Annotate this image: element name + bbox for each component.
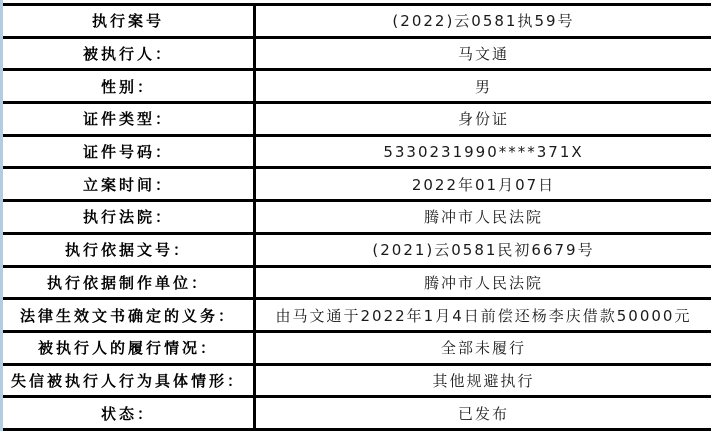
row-label: 被执行人： xyxy=(3,39,256,69)
row-value: 其他规避执行 xyxy=(432,371,535,390)
row-value: 由马文通于2022年1月4日前偿还杨李庆借款50000元 xyxy=(275,306,692,325)
table-row xyxy=(3,104,711,137)
table-row xyxy=(3,398,711,431)
row-value: 5330231990****371X xyxy=(383,142,584,161)
row-label: 法律生效文书确定的义务： xyxy=(3,300,256,330)
table-row xyxy=(3,39,711,72)
row-label: 状态： xyxy=(3,398,256,428)
row-label: 被执行人的履行情况： xyxy=(3,333,256,363)
row-label: 失信被执行人行为具体情形： xyxy=(3,366,256,396)
table-row xyxy=(3,333,711,366)
row-value: 身份证 xyxy=(457,110,509,129)
row-label: 证件号码： xyxy=(3,137,256,167)
row-label: 性别： xyxy=(3,71,256,101)
table-row xyxy=(3,137,711,170)
row-value: 腾冲市人民法院 xyxy=(423,208,543,227)
row-label: 执行依据文号： xyxy=(3,235,256,265)
row-label: 执行案号 xyxy=(3,6,256,36)
table-row xyxy=(3,202,711,235)
row-label: 执行法院： xyxy=(3,202,256,232)
table-row xyxy=(3,6,711,39)
row-label: 证件类型： xyxy=(3,104,256,134)
enforcement-record-table xyxy=(3,3,711,431)
row-value: 腾冲市人民法院 xyxy=(423,273,543,292)
row-value: 已发布 xyxy=(457,404,509,423)
table-row xyxy=(3,235,711,268)
row-label: 执行依据制作单位： xyxy=(3,268,256,298)
table-row xyxy=(3,169,711,202)
row-value: 马文通 xyxy=(457,45,509,64)
row-label: 立案时间： xyxy=(3,169,256,199)
row-value: 2022年01月07日 xyxy=(411,175,556,194)
row-value: 全部未履行 xyxy=(440,339,526,358)
row-value: (2022)云0581执59号 xyxy=(392,12,575,31)
table-row xyxy=(3,366,711,399)
table-row xyxy=(3,268,711,301)
row-value: 男 xyxy=(474,77,492,96)
table-row xyxy=(3,300,711,333)
table-row xyxy=(3,71,711,104)
row-value: (2021)云0581民初6679号 xyxy=(372,241,595,260)
